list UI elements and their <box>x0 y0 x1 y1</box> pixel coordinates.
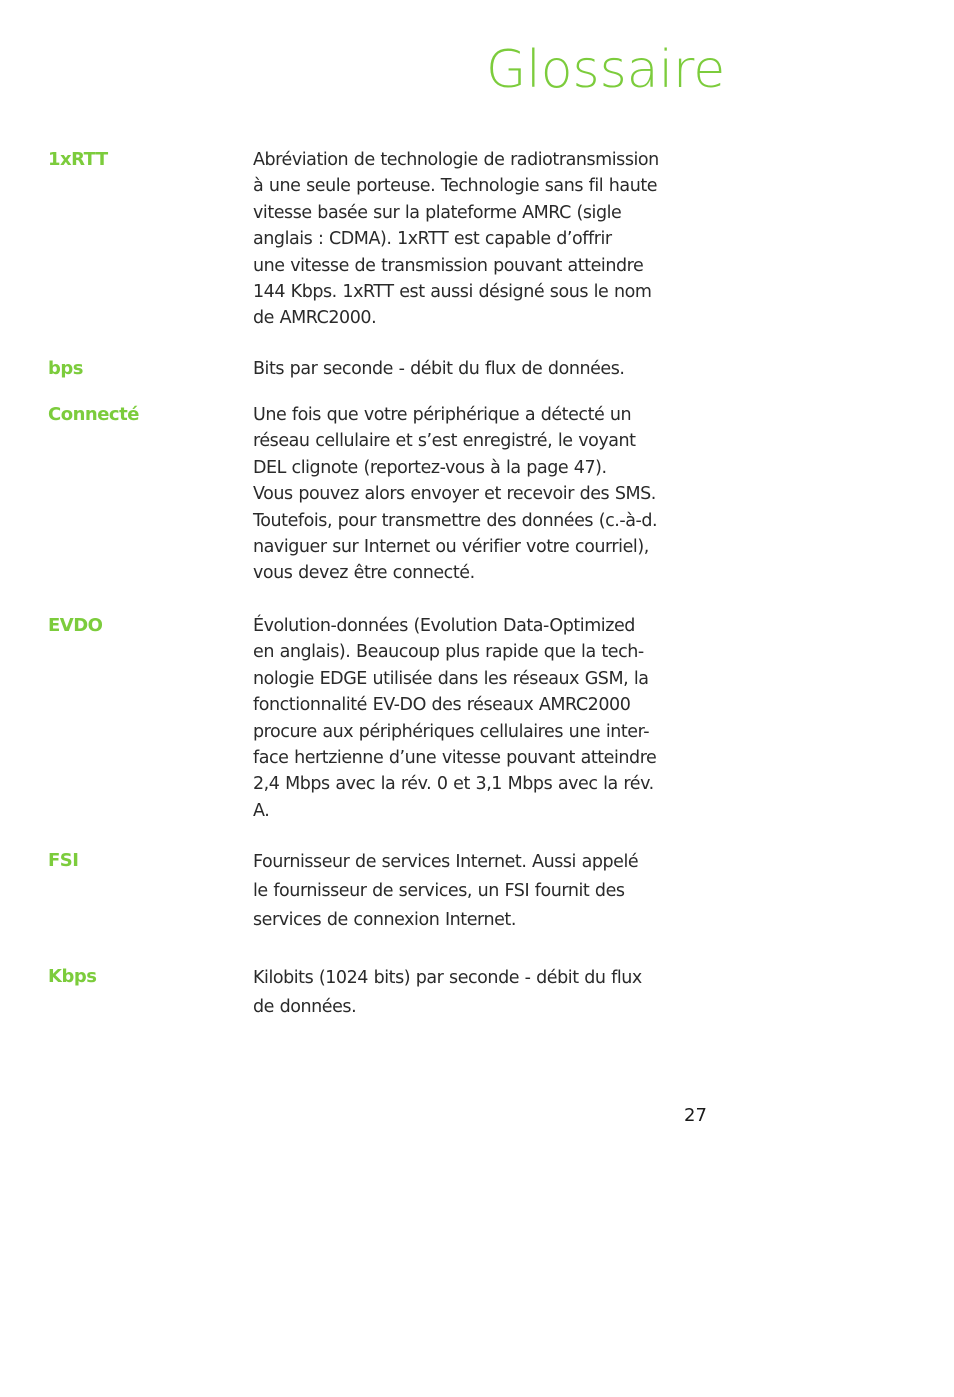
glossary-term: FSI <box>48 850 79 871</box>
glossary-definition <box>253 356 708 382</box>
glossary-definition <box>253 147 708 332</box>
definition-line: réseau cellulaire et s’est enregistré, le voyant <box>253 431 636 452</box>
definition-line: une vitesse de transmission pouvant atteindre <box>253 255 644 276</box>
glossary-term: 1xRTT <box>48 149 108 170</box>
glossary-definition <box>253 402 708 587</box>
glossary-term: bps <box>48 358 83 379</box>
glossary-definition <box>253 848 708 935</box>
definition-line: Abréviation de technologie de radiotransmission <box>253 150 659 170</box>
definition-line: de données. <box>253 997 357 1017</box>
definition-line: 2,4 Mbps avec la rév. 0 et 3,1 Mbps avec la rév. <box>253 774 654 795</box>
definition-line: Toutefois, pour transmettre des données (c.-à-d. <box>253 510 658 531</box>
definition-line: Bits par seconde - débit du flux de données. <box>253 359 625 379</box>
definition-line: procure aux périphériques cellulaires une inter- <box>253 721 650 742</box>
definition-line: Vous pouvez alors envoyer et recevoir des SMS. <box>253 484 656 505</box>
glossary-definition <box>253 613 708 824</box>
page-title: Glossaire <box>486 40 726 100</box>
glossary-term: Kbps <box>48 966 97 987</box>
definition-line: Une fois que votre périphérique a détecté un <box>253 405 632 425</box>
definition-line: A. <box>253 800 270 821</box>
definition-line: de AMRC2000. <box>253 308 377 329</box>
definition-line: le fournisseur de services, un FSI fournit des <box>253 881 625 901</box>
definition-line: anglais : CDMA). 1xRTT est capable d’offrir <box>253 229 612 250</box>
definition-line: face hertzienne d’une vitesse pouvant atteindre <box>253 748 657 769</box>
definition-line: Fournisseur de services Internet. Aussi appelé <box>253 852 639 872</box>
definition-line: 144 Kbps. 1xRTT est aussi désigné sous le nom <box>253 282 652 303</box>
definition-line: vitesse basée sur la plateforme AMRC (sigle <box>253 202 622 223</box>
glossary-term: EVDO <box>48 615 103 636</box>
definition-line: Kilobits (1024 bits) par seconde - débit du flux <box>253 968 642 988</box>
definition-line: Évolution-données (Evolution Data-Optimized <box>253 616 635 636</box>
definition-line: nologie EDGE utilisée dans les réseaux GSM, la <box>253 668 649 689</box>
definition-line: en anglais). Beaucoup plus rapide que la tech- <box>253 642 644 663</box>
definition-line: services de connexion Internet. <box>253 910 516 930</box>
page-number: 27 <box>684 1105 707 1126</box>
definition-line: naviguer sur Internet ou vérifier votre courriel), <box>253 537 649 558</box>
definition-line: fonctionnalité EV-DO des réseaux AMRC2000 <box>253 695 631 716</box>
definition-line: à une seule porteuse. Technologie sans fil haute <box>253 176 658 197</box>
glossary-term: Connecté <box>48 404 139 425</box>
glossary-definition <box>253 964 708 1022</box>
definition-line: vous devez être connecté. <box>253 563 475 584</box>
definition-line: DEL clignote (reportez-vous à la page 47). <box>253 457 607 478</box>
